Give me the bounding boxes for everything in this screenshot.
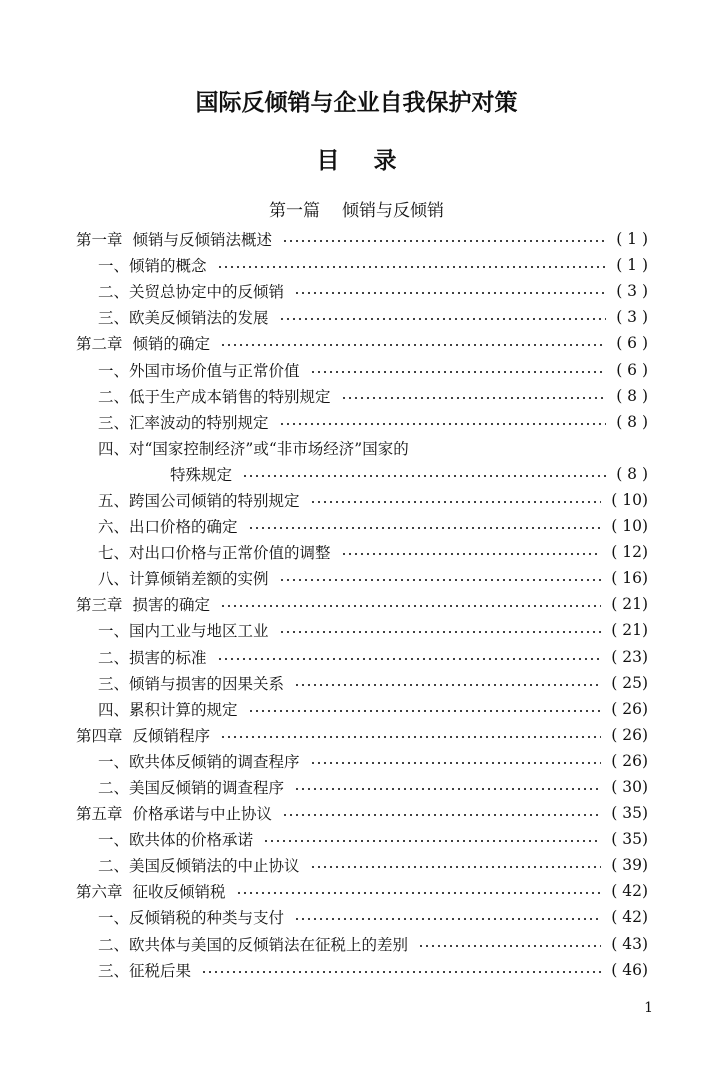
toc-page-ref: ( 21) [611, 595, 648, 614]
toc-chapter-number: 第二章 [76, 335, 123, 354]
toc-entry-text: 四、对“国家控制经济”或“非市场经济”国家的 [98, 439, 409, 458]
toc-page-ref: ( 26) [611, 699, 648, 718]
toc-page-ref: ( 6 ) [616, 360, 648, 379]
book-title: 国际反倾销与企业自我保护对策 [195, 90, 518, 116]
toc-page-ref: ( 8 ) [616, 464, 648, 483]
toc-entry-label [76, 724, 210, 746]
toc-section-row [76, 278, 648, 304]
dot-leader [310, 500, 602, 504]
toc-chapter-row [76, 226, 648, 252]
toc-page-ref: ( 35) [611, 830, 648, 849]
toc-page-ref: ( 39) [611, 856, 648, 875]
toc-section-row [76, 383, 648, 409]
toc-entry-text: 一、倾销的概念 [98, 257, 207, 276]
toc-entry-label [98, 776, 284, 798]
toc-entry-label [98, 698, 238, 720]
toc-page-ref: ( 26) [611, 725, 648, 744]
toc-entry-label [98, 411, 269, 433]
toc-entry-label [98, 254, 207, 276]
toc-entry-label [98, 280, 284, 302]
toc-entry-label [98, 437, 409, 459]
dot-leader [220, 343, 606, 347]
toc-page-ref: ( 35) [611, 804, 648, 823]
toc-entry-text: 二、损害的标准 [98, 648, 207, 667]
toc-page-ref: ( 8 ) [616, 386, 648, 405]
dot-leader [294, 683, 601, 687]
toc-entry-label [98, 306, 269, 328]
toc-section-row [76, 957, 648, 983]
toc-page-ref: ( 42) [611, 908, 648, 927]
page-number: 1 [644, 1000, 653, 1016]
toc-entry-text: 倾销与反倾销法概述 [132, 231, 273, 250]
toc-page-ref: ( 23) [611, 647, 648, 666]
toc-chapter-number: 第六章 [76, 883, 123, 902]
toc-entry-text: 三、欧美反倾销法的发展 [98, 309, 269, 328]
toc-chapter-row [76, 878, 648, 904]
toc-section-row [76, 539, 648, 565]
toc-entry-label [98, 750, 300, 772]
toc-entry-text: 二、美国反倾销的调查程序 [98, 779, 285, 798]
toc-heading: 目录 [316, 148, 431, 174]
toc-section-row [76, 644, 648, 670]
toc-chapter-row [76, 722, 648, 748]
toc-section-row [76, 826, 648, 852]
toc-page-ref: ( 3 ) [616, 282, 648, 301]
toc-entry-text: 二、欧共体与美国的反倾销法在征税上的差别 [98, 935, 409, 954]
toc-entry-text: 八、计算倾销差额的实例 [98, 570, 269, 589]
toc-page-ref: ( 12) [611, 543, 648, 562]
toc-section-row [76, 356, 648, 382]
dot-leader [341, 552, 602, 556]
toc-page-ref: ( 10) [611, 490, 648, 509]
toc-page-ref: ( 46) [611, 960, 648, 979]
dot-leader [294, 917, 601, 921]
toc-entry-text: 七、对出口价格与正常价值的调整 [98, 544, 331, 563]
toc-page-ref: ( 1 ) [616, 256, 648, 275]
toc-chapter-number: 第三章 [76, 596, 123, 615]
dot-leader [217, 265, 607, 269]
toc-entry-label [170, 463, 232, 485]
toc-page-ref: ( 3 ) [616, 308, 648, 327]
toc-section-row [76, 748, 648, 774]
toc-page-ref: ( 26) [611, 751, 648, 770]
toc-entry-text: 损害的确定 [132, 596, 211, 615]
toc-entry-text: 特殊规定 [170, 465, 233, 484]
toc-entry-text: 六、出口价格的确定 [98, 518, 238, 537]
toc-entry-text: 一、外国市场价值与正常价值 [98, 361, 300, 380]
toc-section-row [76, 435, 648, 461]
toc-chapter-number: 第四章 [76, 726, 123, 745]
dot-leader [282, 813, 601, 817]
toc-entry-text: 四、累积计算的规定 [98, 700, 238, 719]
toc-chapter-number: 第一章 [76, 231, 123, 250]
toc-chapter-row [76, 800, 648, 826]
toc-entry-text: 三、征税后果 [98, 961, 192, 980]
toc-section-row [76, 461, 648, 487]
toc-entry-text: 三、倾销与损害的因果关系 [98, 674, 285, 693]
toc-entry-label [76, 593, 210, 615]
toc-section-row [76, 774, 648, 800]
toc-entry-label [98, 489, 300, 511]
toc-page-ref: ( 21) [611, 621, 648, 640]
toc-section-row [76, 931, 648, 957]
toc-page-ref: ( 30) [611, 778, 648, 797]
dot-leader [418, 944, 601, 948]
toc-section-row [76, 304, 648, 330]
toc-entry-label [76, 802, 272, 824]
dot-leader [310, 761, 602, 765]
toc-section-row [76, 409, 648, 435]
toc-section-row [76, 670, 648, 696]
toc-entry-text: 一、国内工业与地区工业 [98, 622, 269, 641]
dot-leader [294, 787, 601, 791]
toc-entry-label [98, 959, 191, 981]
dot-leader [248, 709, 602, 713]
dot-leader [282, 239, 606, 243]
toc-entry-label [98, 359, 300, 381]
toc-entry-label [98, 906, 284, 928]
toc-entry-text: 一、反倾销税的种类与支付 [98, 909, 285, 928]
dot-leader [248, 526, 602, 530]
dot-leader [294, 291, 606, 295]
toc-entry-label [98, 672, 284, 694]
toc-chapter-row [76, 330, 648, 356]
toc-entry-label [98, 854, 300, 876]
toc-page-ref: ( 42) [611, 882, 648, 901]
toc-entry-text: 二、关贸总协定中的反倾销 [98, 283, 285, 302]
part-number: 第一篇 [269, 201, 320, 221]
toc-section-row [76, 617, 648, 643]
toc-entry-text: 三、汇率波动的特别规定 [98, 413, 269, 432]
toc-entry-text: 一、欧共体反倾销的调查程序 [98, 752, 300, 771]
dot-leader [279, 317, 607, 321]
toc-entry-text: 一、欧共体的价格承诺 [98, 831, 254, 850]
toc-section-row [76, 904, 648, 930]
toc-entry-label [98, 541, 331, 563]
toc-entry-label [76, 880, 226, 902]
toc-page-ref: ( 8 ) [616, 412, 648, 431]
toc-entry-text: 五、跨国公司倾销的特别规定 [98, 491, 300, 510]
dot-leader [279, 630, 602, 634]
dot-leader [341, 396, 607, 400]
dot-leader [279, 422, 607, 426]
toc-chapter-number: 第五章 [76, 805, 123, 824]
dot-leader [201, 970, 601, 974]
toc-section-row [76, 513, 648, 539]
dot-leader [217, 657, 602, 661]
toc-section-row [76, 565, 648, 591]
toc-entry-label [76, 228, 272, 250]
dot-leader [310, 370, 607, 374]
toc-entry-label [98, 828, 253, 850]
dot-leader [310, 865, 602, 869]
toc-entry-text: 二、美国反倾销法的中止协议 [98, 857, 300, 876]
toc-entry-label [98, 385, 331, 407]
toc-entry-label [98, 646, 207, 668]
toc-entry-text: 反倾销程序 [132, 726, 211, 745]
toc-entry-label [76, 332, 210, 354]
toc-chapter-row [76, 591, 648, 617]
toc-section-row [76, 252, 648, 278]
part-title: 倾销与反倾销 [342, 201, 444, 221]
toc-section-row [76, 852, 648, 878]
toc-page-ref: ( 43) [611, 934, 648, 953]
toc-entry-label [98, 933, 408, 955]
toc-section-row [76, 487, 648, 513]
toc-page-ref: ( 16) [611, 569, 648, 588]
toc-entry-text: 征收反倾销税 [132, 883, 226, 902]
toc-page-ref: ( 1 ) [616, 230, 648, 249]
dot-leader [279, 578, 602, 582]
toc-page-ref: ( 10) [611, 517, 648, 536]
toc-section-row [76, 696, 648, 722]
toc-entry-label [98, 567, 269, 589]
table-of-contents [76, 226, 648, 983]
toc-page-ref: ( 6 ) [616, 334, 648, 353]
toc-entry-text: 价格承诺与中止协议 [132, 805, 273, 824]
dot-leader [220, 604, 601, 608]
toc-entry-text: 二、低于生产成本销售的特别规定 [98, 387, 331, 406]
toc-entry-label [98, 515, 238, 537]
dot-leader [236, 891, 602, 895]
part-heading [0, 196, 713, 221]
toc-entry-text: 倾销的确定 [132, 335, 211, 354]
toc-entry-label [98, 619, 269, 641]
dot-leader [220, 735, 601, 739]
dot-leader [263, 839, 601, 843]
dot-leader [242, 474, 606, 478]
toc-page-ref: ( 25) [611, 673, 648, 692]
